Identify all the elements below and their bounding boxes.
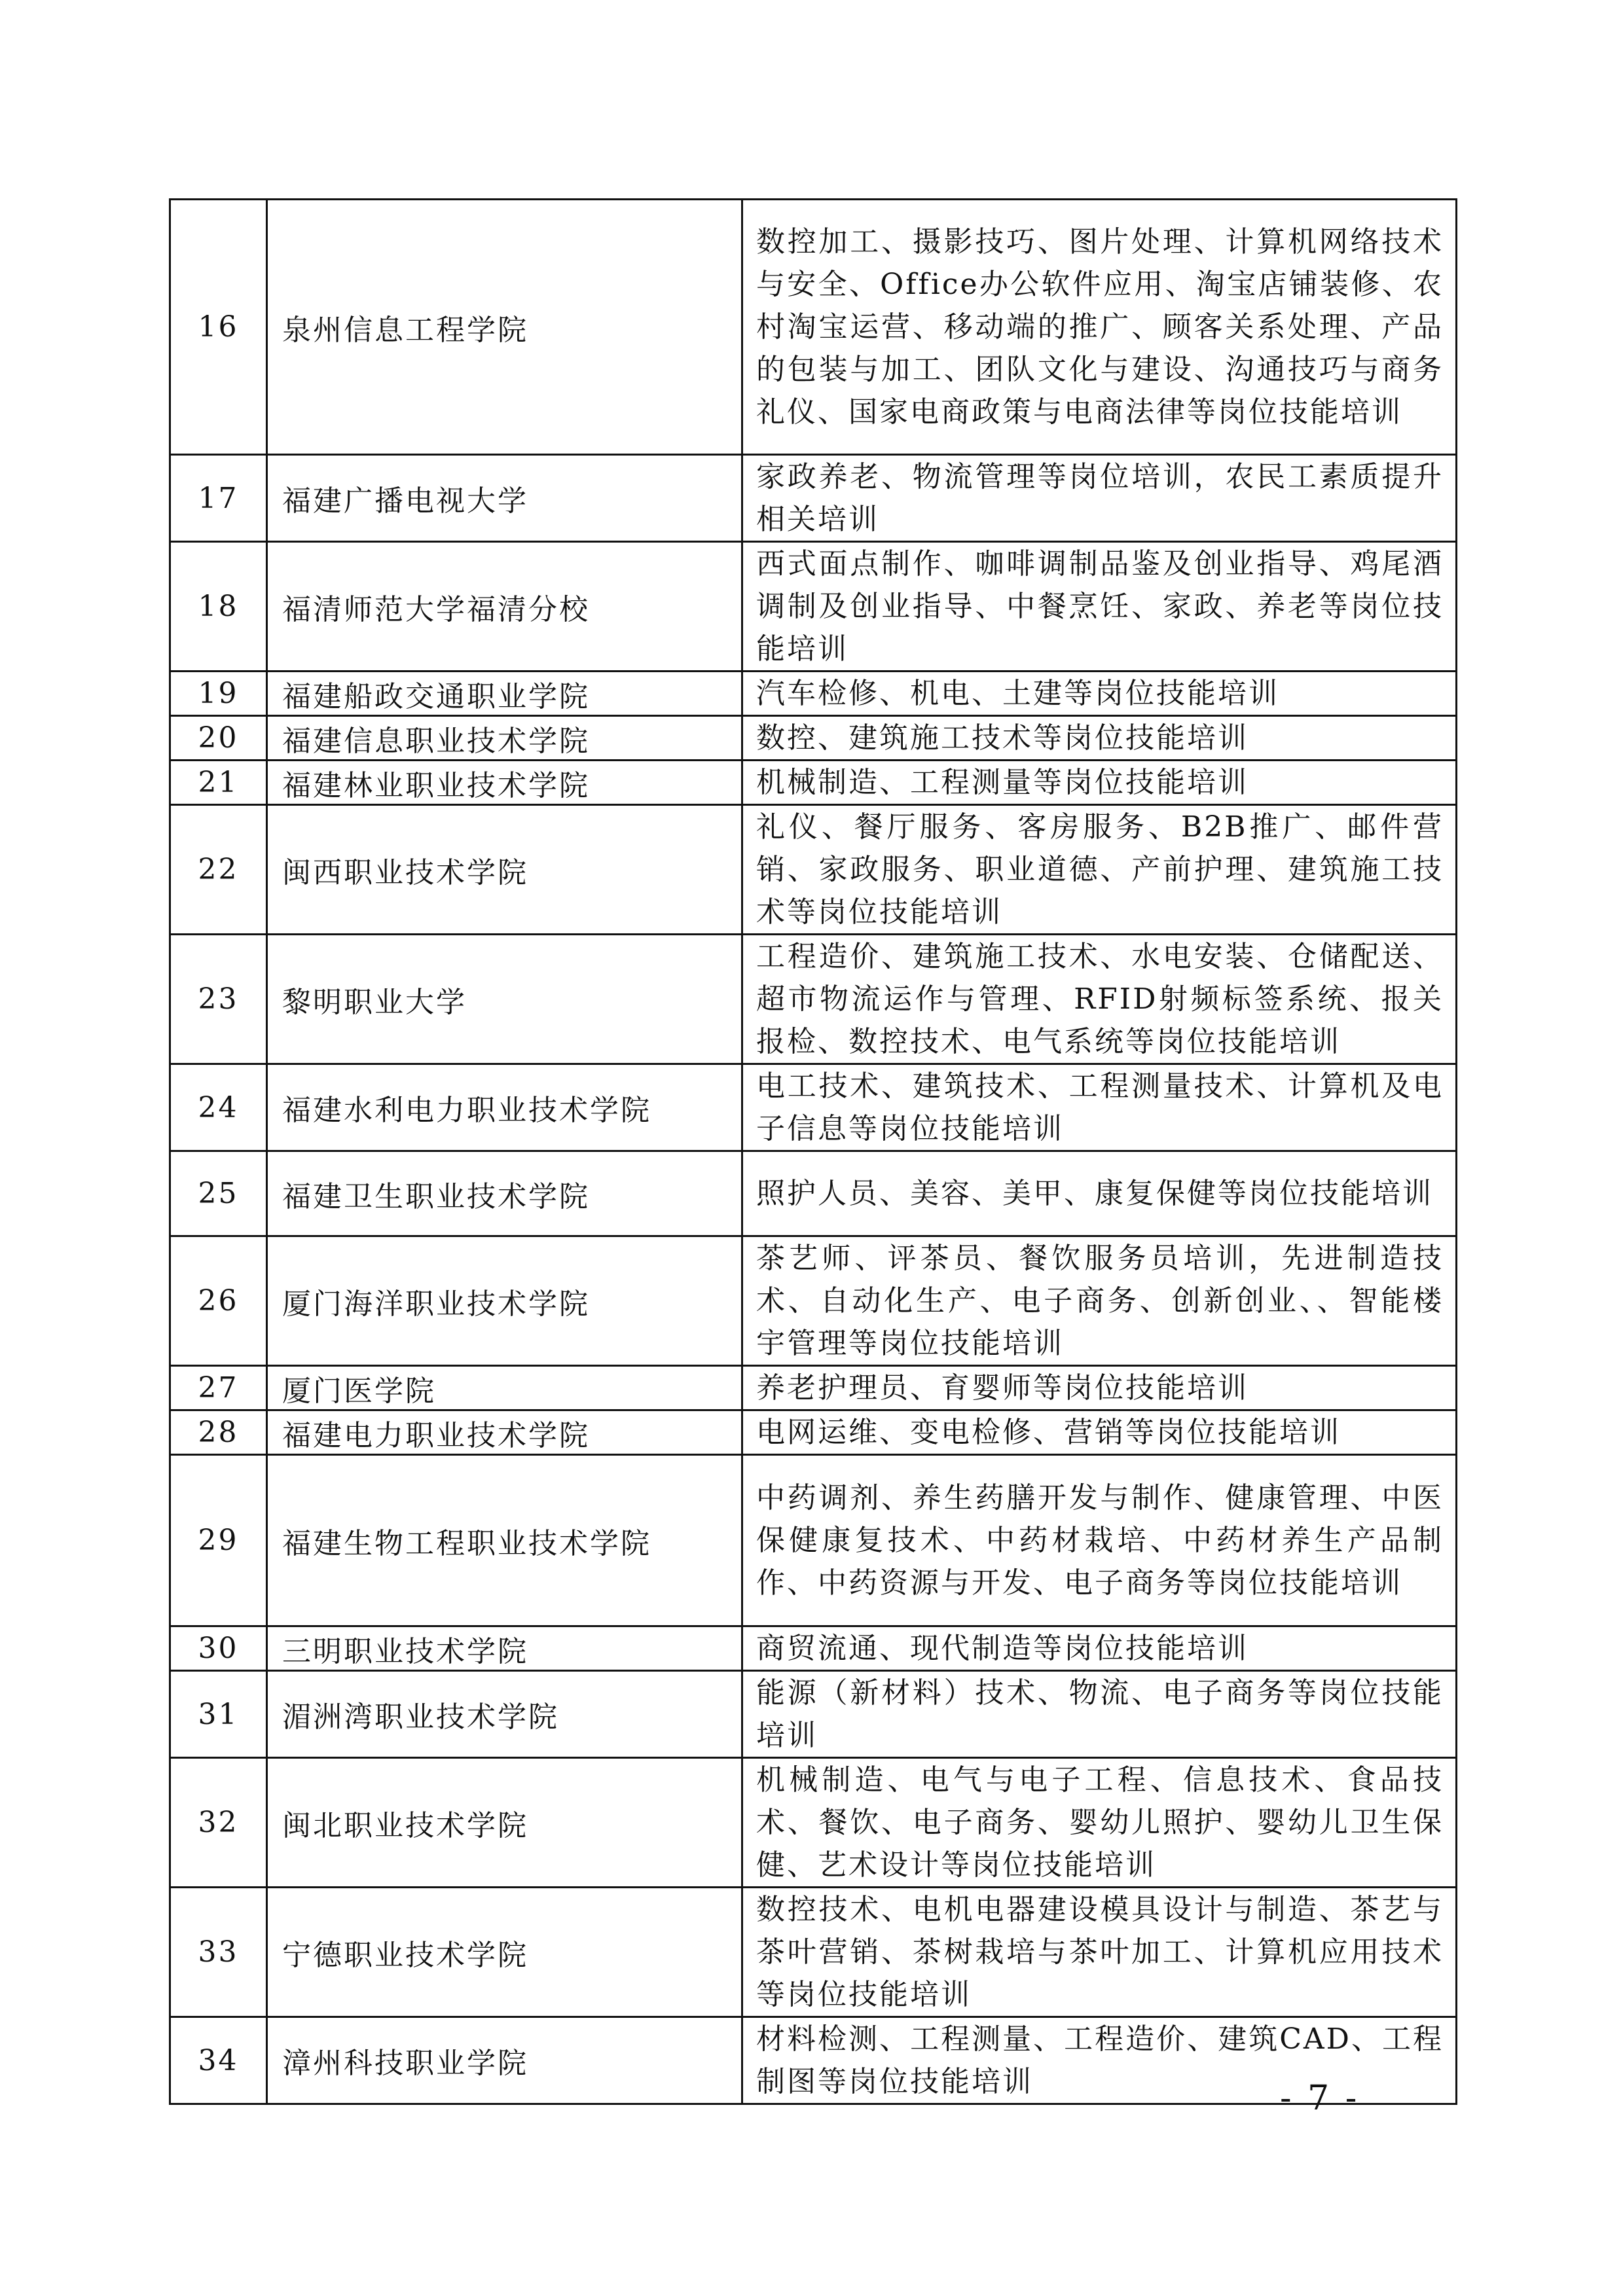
table-row: [170, 1366, 1457, 1410]
row-number: 34: [170, 2017, 267, 2104]
table-row: [170, 1151, 1457, 1236]
row-number: 29: [170, 1455, 267, 1626]
institution-name: 福建生物工程职业技术学院: [267, 1455, 742, 1626]
table-row: [170, 672, 1457, 716]
table-row: [170, 1626, 1457, 1671]
table-row: [170, 455, 1457, 542]
table-row: [170, 1064, 1457, 1151]
training-content: 机械制造、电气与电子工程、信息技术、食品技术、餐饮、电子商务、婴幼儿照护、婴幼儿卫生保健、艺术设计等岗位技能培训: [742, 1758, 1457, 1888]
training-institutions-table: [169, 198, 1457, 2105]
table-row: [170, 716, 1457, 761]
table-row: [170, 1671, 1457, 1758]
institution-name: 福建水利电力职业技术学院: [267, 1064, 742, 1151]
institution-name: 厦门医学院: [267, 1366, 742, 1410]
training-content: 家政养老、物流管理等岗位培训，农民工素质提升相关培训: [742, 455, 1457, 542]
table-row: [170, 1455, 1457, 1626]
training-content: 数控加工、摄影技巧、图片处理、计算机网络技术与安全、Office办公软件应用、淘宝店铺装修、农村淘宝运营、移动端的推广、顾客关系处理、产品的包装与加工、团队文化与建设、沟通技巧与商务礼仪、国家电商政策与电商法律等岗位技能培训: [742, 200, 1457, 455]
row-number: 33: [170, 1888, 267, 2017]
institution-name: 福建信息职业技术学院: [267, 716, 742, 761]
training-content: 电网运维、变电检修、营销等岗位技能培训: [742, 1410, 1457, 1455]
row-number: 30: [170, 1626, 267, 1671]
institution-name: 福建船政交通职业学院: [267, 672, 742, 716]
institution-name: 漳州科技职业学院: [267, 2017, 742, 2104]
institution-name: 厦门海洋职业技术学院: [267, 1236, 742, 1366]
institution-name: 宁德职业技术学院: [267, 1888, 742, 2017]
institution-name: 福建电力职业技术学院: [267, 1410, 742, 1455]
institution-name: 福建广播电视大学: [267, 455, 742, 542]
training-content: 照护人员、美容、美甲、康复保健等岗位技能培训: [742, 1151, 1457, 1236]
table-row: [170, 1236, 1457, 1366]
row-number: 17: [170, 455, 267, 542]
institution-name: 闽北职业技术学院: [267, 1758, 742, 1888]
row-number: 21: [170, 761, 267, 805]
institution-name: 福建卫生职业技术学院: [267, 1151, 742, 1236]
training-content: 数控技术、电机电器建设模具设计与制造、茶艺与茶叶营销、茶树栽培与茶叶加工、计算机应用技术等岗位技能培训: [742, 1888, 1457, 2017]
table-row: [170, 1758, 1457, 1888]
row-number: 24: [170, 1064, 267, 1151]
table-row: [170, 200, 1457, 455]
table-row: [170, 1410, 1457, 1455]
training-content: 礼仪、餐厅服务、客房服务、B2B推广、邮件营销、家政服务、职业道德、产前护理、建筑施工技术等岗位技能培训: [742, 805, 1457, 935]
training-content: 数控、建筑施工技术等岗位技能培训: [742, 716, 1457, 761]
training-content: 机械制造、工程测量等岗位技能培训: [742, 761, 1457, 805]
row-number: 22: [170, 805, 267, 935]
table-body: [170, 200, 1457, 2104]
row-number: 25: [170, 1151, 267, 1236]
institution-name: 福清师范大学福清分校: [267, 542, 742, 672]
training-content: 商贸流通、现代制造等岗位技能培训: [742, 1626, 1457, 1671]
training-content: 能源（新材料）技术、物流、电子商务等岗位技能培训: [742, 1671, 1457, 1758]
row-number: 28: [170, 1410, 267, 1455]
row-number: 16: [170, 200, 267, 455]
institution-name: 黎明职业大学: [267, 935, 742, 1064]
institution-name: 闽西职业技术学院: [267, 805, 742, 935]
row-number: 31: [170, 1671, 267, 1758]
row-number: 32: [170, 1758, 267, 1888]
training-content: 汽车检修、机电、土建等岗位技能培训: [742, 672, 1457, 716]
institution-name: 三明职业技术学院: [267, 1626, 742, 1671]
row-number: 20: [170, 716, 267, 761]
row-number: 23: [170, 935, 267, 1064]
institution-name: 湄洲湾职业技术学院: [267, 1671, 742, 1758]
row-number: 27: [170, 1366, 267, 1410]
table-row: [170, 2017, 1457, 2104]
training-content: 中药调剂、养生药膳开发与制作、健康管理、中医保健康复技术、中药材栽培、中药材养生产品制作、中药资源与开发、电子商务等岗位技能培训: [742, 1455, 1457, 1626]
table-row: [170, 542, 1457, 672]
training-content: 电工技术、建筑技术、工程测量技术、计算机及电子信息等岗位技能培训: [742, 1064, 1457, 1151]
training-content: 养老护理员、育婴师等岗位技能培训: [742, 1366, 1457, 1410]
row-number: 18: [170, 542, 267, 672]
institution-name: 泉州信息工程学院: [267, 200, 742, 455]
row-number: 26: [170, 1236, 267, 1366]
table-row: [170, 935, 1457, 1064]
row-number: 19: [170, 672, 267, 716]
table-row: [170, 761, 1457, 805]
institution-name: 福建林业职业技术学院: [267, 761, 742, 805]
page-number: - 7 -: [1280, 2079, 1360, 2118]
training-content: 工程造价、建筑施工技术、水电安装、仓储配送、超市物流运作与管理、RFID射频标签系统、报关报检、数控技术、电气系统等岗位技能培训: [742, 935, 1457, 1064]
training-content: 茶艺师、评茶员、餐饮服务员培训，先进制造技术、自动化生产、电子商务、创新创业、、智能楼宇管理等岗位技能培训: [742, 1236, 1457, 1366]
table-row: [170, 805, 1457, 935]
training-content: 材料检测、工程测量、工程造价、建筑CAD、工程制图等岗位技能培训: [742, 2017, 1457, 2104]
table-row: [170, 1888, 1457, 2017]
training-content: 西式面点制作、咖啡调制品鉴及创业指导、鸡尾酒调制及创业指导、中餐烹饪、家政、养老等岗位技能培训: [742, 542, 1457, 672]
